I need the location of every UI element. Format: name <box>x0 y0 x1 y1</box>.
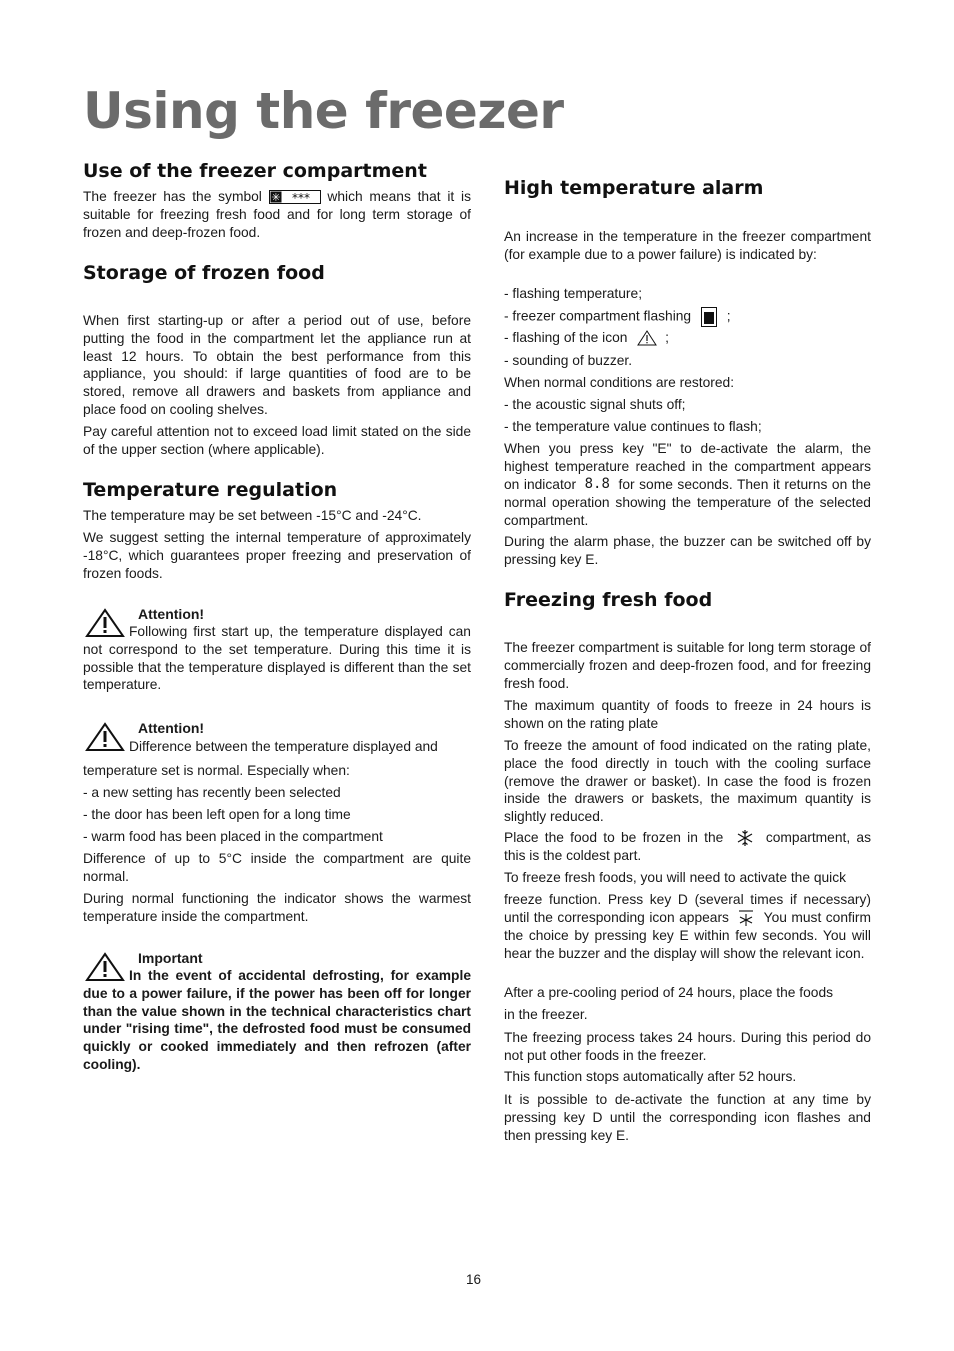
quick-freeze-icon <box>737 909 755 927</box>
alarm-bullet-3-text: - flashing of the icon <box>504 330 628 345</box>
alarm-bullet-5: - the acoustic signal shuts off; <box>504 397 686 412</box>
freezer-compartment-icon <box>701 307 717 327</box>
page-title: Using the freezer <box>83 82 564 140</box>
storage-paragraph-1: When first starting-up or after a period out of use, before putting the food in the compartment let the appliance run at least 12 hours. To obtain the best performance from this appliance, you should: if large quantities of food are to be stored, remove all drawers and baskets from appliance and place food on cooling shelves. <box>83 313 471 417</box>
alarm-paragraph-4: During the alarm phase, the buzzer can be switched off by pressing key E. <box>504 534 871 567</box>
attention-block-2 <box>83 720 471 756</box>
alarm-paragraph-1: An increase in the temperature in the freezer compartment (for example due to a power failure) is indicated by: <box>504 229 871 262</box>
use-paragraph <box>83 188 471 241</box>
alarm-paragraph-3-a: When you press key "E" to de-activate the alarm, the highest temperature reached in the compartment appears on indicator <box>504 441 871 492</box>
freezing-paragraph-9: The freezing process takes 24 hours. During this period do not put other foods in the freezer. <box>504 1030 871 1063</box>
attention-bullet-3: - warm food has been placed in the compartment <box>83 829 383 844</box>
digit-indicator-icon: 8.8 <box>584 476 610 493</box>
alarm-bullet-2-text: - freezer compartment flashing <box>504 308 692 324</box>
warning-triangle-icon <box>85 722 125 752</box>
attention-block-1 <box>83 606 471 694</box>
freezing-paragraph-4-a: Place the food to be frozen in the <box>504 830 724 845</box>
page-number: 16 <box>466 1272 482 1287</box>
svg-text:***: *** <box>291 191 310 205</box>
attention-text-2-line2: temperature set is normal. Especially when: <box>83 763 350 778</box>
warning-triangle-icon <box>85 608 125 638</box>
svg-text:✳: ✳ <box>271 191 281 205</box>
freezing-paragraph-10: This function stops automatically after 52 hours. <box>504 1069 797 1084</box>
freezing-paragraph-6 <box>504 891 871 963</box>
freezing-paragraph-8: in the freezer. <box>504 1007 588 1022</box>
attention-label-1: Attention! <box>138 606 205 622</box>
attention-text-2-line1: Difference between the temperature displayed and <box>129 739 438 754</box>
alarm-bullet-4: - sounding of buzzer. <box>504 353 633 368</box>
freezing-paragraph-6-b: You must confirm the choice by pressing key E within few seconds. You will hear the buzzer and the display will show the relevant icon. <box>504 909 871 961</box>
freezing-paragraph-3: To freeze the amount of food indicated on the rating plate, place the food directly in touch with the cooling surface (remove the drawer or basket). In case the food is frozen inside the drawers or baskets, the maximum quantity is slightly reduced. <box>504 738 871 825</box>
section-heading-use: Use of the freezer compartment <box>83 160 427 182</box>
important-text: In the event of accidental defrosting, for example due to a power failure, if the power has been off for longer than the value shown in the technical characteristics chart under "rising time", the defrosted food must be consumed quickly or cooked immediately and then refrozen (after cooling). <box>83 968 471 1072</box>
attention-label-2: Attention! <box>138 720 205 736</box>
alarm-bullet-6: - the temperature value continues to flash; <box>504 419 762 434</box>
attention-text-1: Following first start up, the temperature displayed can not correspond to the set temperature. During this time it is possible that the temperature displayed is different than the set temperature. <box>83 624 471 693</box>
temperature-paragraph-2: We suggest setting the internal temperature of approximately -18°C, which guarantees proper freezing and preservation of frozen foods. <box>83 530 471 581</box>
freezing-paragraph-1: The freezer compartment is suitable for long term storage of commercially frozen and deep-frozen food, and for freezing fresh food. <box>504 640 871 691</box>
freezing-paragraph-6-a: freeze function. Press key D (several times if necessary) until the corresponding icon appears <box>504 892 871 925</box>
use-text-b: which means that it is suitable for freezing fresh food and for long term storage of frozen and deep-frozen food. <box>83 189 471 240</box>
freezing-paragraph-2: The maximum quantity of foods to freeze in 24 hours is shown on the rating plate <box>504 698 871 731</box>
freezing-paragraph-5: To freeze fresh foods, you will need to activate the quick <box>504 870 847 885</box>
section-heading-temperature: Temperature regulation <box>83 479 338 501</box>
alarm-bullet-1: - flashing temperature; <box>504 286 643 301</box>
attention-paragraph-normal: During normal functioning the indicator shows the warmest temperature inside the compartment. <box>83 891 471 924</box>
section-heading-storage: Storage of frozen food <box>83 262 325 284</box>
alarm-triangle-icon <box>637 330 657 346</box>
attention-bullet-2: - the door has been left open for a long time <box>83 807 351 822</box>
four-star-freezer-icon <box>269 190 321 204</box>
warning-triangle-icon <box>85 952 125 982</box>
section-heading-alarm: High temperature alarm <box>504 177 764 199</box>
use-text-a: The freezer has the symbol <box>83 189 262 204</box>
important-block <box>83 950 471 1074</box>
freezing-paragraph-4-b: compartment, as this is the coldest part. <box>504 830 871 864</box>
attention-bullet-1: - a new setting has recently been selected <box>83 785 341 800</box>
important-label: Important <box>138 950 203 966</box>
alarm-paragraph-3 <box>504 440 871 529</box>
alarm-bullet-2 <box>504 307 871 327</box>
freezing-paragraph-4 <box>504 829 871 865</box>
freezing-paragraph-7: After a pre-cooling period of 24 hours, place the foods <box>504 985 834 1000</box>
storage-paragraph-2: Pay careful attention not to exceed load limit stated on the side of the upper section (where applicable). <box>83 424 471 457</box>
alarm-paragraph-2: When normal conditions are restored: <box>504 375 735 390</box>
alarm-bullet-2-end: ; <box>726 308 731 324</box>
temperature-paragraph-1: The temperature may be set between -15°C and -24°C. <box>83 508 422 523</box>
alarm-bullet-3-end: ; <box>665 330 670 345</box>
alarm-bullet-3 <box>504 329 871 347</box>
snowflake-compartment-icon <box>736 829 754 847</box>
freezing-paragraph-11: It is possible to de-activate the function at any time by pressing key D until the corresponding icon flashes and then pressing key E. <box>504 1092 871 1143</box>
section-heading-freezing: Freezing fresh food <box>504 589 713 611</box>
alarm-paragraph-3-b: for some seconds. Then it returns on the normal operation showing the temperature of the selected compartment. <box>504 476 871 528</box>
attention-paragraph-difference: Difference of up to 5°C inside the compartment are quite normal. <box>83 851 471 884</box>
